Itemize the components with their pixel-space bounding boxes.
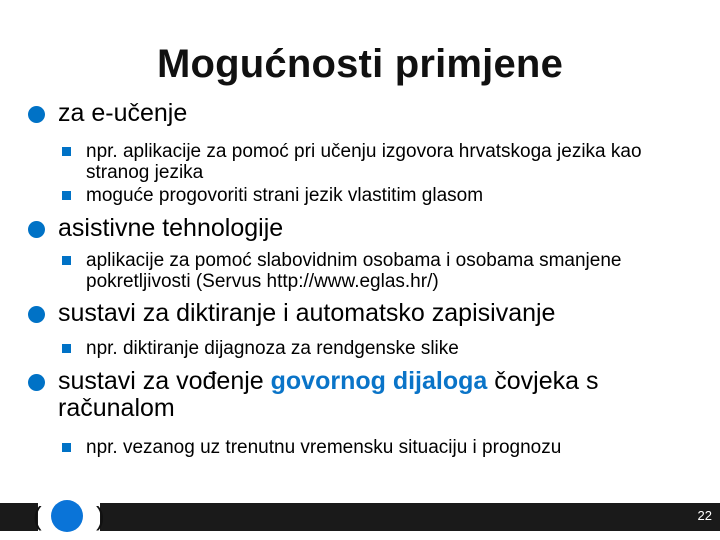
bullet-dialogue [28,368,708,422]
bullet-dot-icon [28,106,45,123]
bullet-text: sustavi za diktiranje i automatsko zapisivanje [58,299,556,327]
left-bracket-icon: ( [33,501,42,531]
sub-bullet-text: aplikacije za pomoć slabovidnim osobama i osobama smanjene pokretljivosti (Servus http://www.eglas.hr/) [86,250,622,292]
footer-circle-icon [51,500,83,532]
square-bullet-icon [62,256,71,265]
page-number: 22 [697,508,712,523]
slide-content [28,96,708,458]
right-bracket-icon: ) [96,501,105,531]
square-bullet-icon [62,344,71,353]
sub-bullet-text: npr. vezanog uz trenutnu vremensku situaciju i prognozu [86,437,562,458]
sub-bullet [28,338,708,359]
slide-title: Mogućnosti primjene [156,42,564,86]
bullet-text-after: čovjeka s računalom [58,367,599,422]
sub-bullet [28,250,708,292]
sub-bullet [28,141,708,183]
square-bullet-icon [62,443,71,452]
bullet-assistive [28,215,708,242]
square-bullet-icon [62,191,71,200]
square-bullet-icon [62,147,71,156]
bullet-text: za e-učenje [58,99,188,127]
bullet-dictation [28,300,708,327]
bullet-text: asistivne tehnologije [58,214,284,242]
sub-bullet-text: moguće progovoriti strani jezik vlastitim glasom [86,185,484,206]
bullet-e-learning [28,100,708,127]
sub-bullet-text: npr. diktiranje dijagnoza za rendgenske slike [86,338,459,359]
bullet-dot-icon [28,306,45,323]
bullet-dot-icon [28,221,45,238]
sub-bullet [28,185,708,206]
sub-bullet-text: npr. aplikacije za pomoć pri učenju izgovora hrvatskoga jezika kao stranog jezika [86,141,642,183]
sub-bullet [28,437,708,458]
bullet-dot-icon [28,374,45,391]
bullet-highlight: govornog dijaloga [270,367,488,395]
footer-bar [0,503,720,531]
bullet-text-before: sustavi za vođenje [58,367,271,395]
